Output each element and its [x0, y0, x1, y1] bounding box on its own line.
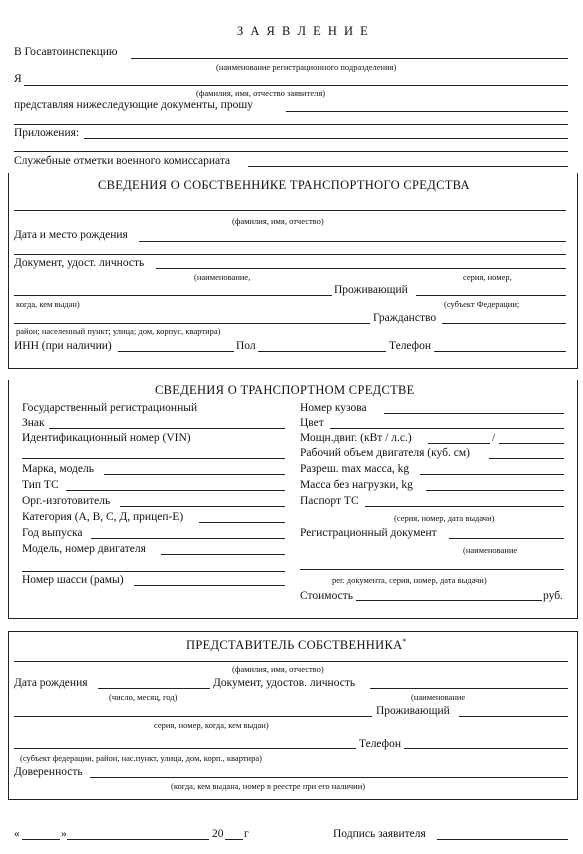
- owner-address-hint: район; населенный пункт; улица; дом, корпус, квартира): [16, 326, 221, 336]
- vehicle-reg-sign-label: Государственный регистрационный: [22, 402, 198, 414]
- owner-fio-hint: (фамилия, имя, отчество): [232, 216, 324, 226]
- owner-fio-field[interactable]: [14, 210, 566, 211]
- request-field-2[interactable]: [14, 124, 568, 125]
- date-quote-open: «: [14, 828, 20, 840]
- vehicle-type-label: Тип ТС: [22, 479, 59, 491]
- owner-residing-label: Проживающий: [334, 284, 408, 296]
- representative-phone-field[interactable]: [404, 748, 568, 749]
- vehicle-displacement-field[interactable]: [489, 458, 564, 459]
- vehicle-vin-field[interactable]: [22, 458, 285, 459]
- owner-title: СВЕДЕНИЯ О СОБСТВЕННИКЕ ТРАНСПОРТНОГО СРЕДСТВА: [98, 178, 470, 192]
- date-year-suffix: г: [244, 828, 249, 840]
- representative-title-mark: *: [402, 637, 407, 646]
- signature-label: Подпись заявителя: [333, 828, 426, 840]
- date-quote-close: »: [61, 828, 67, 840]
- representative-address-hint: (субъект федерации, район, нас.пункт, улица, дом, корп., квартира): [20, 753, 262, 763]
- attachments-field-1[interactable]: [84, 138, 568, 139]
- vehicle-power-label: Мощн.двиг. (кВт / л.с.): [300, 432, 412, 444]
- representative-phone-label: Телефон: [359, 738, 402, 750]
- attachments-label: Приложения:: [14, 127, 80, 139]
- owner-doc-field[interactable]: [156, 268, 566, 269]
- vehicle-make-label: Марка, модель: [22, 463, 94, 475]
- owner-doc-hint-name: (наименование,: [194, 272, 251, 282]
- vehicle-passport-field[interactable]: [365, 506, 564, 507]
- to-hint: (наименование регистрационного подразделения): [216, 62, 397, 72]
- representative-birth-label: Дата рождения: [14, 677, 88, 689]
- representative-power-label: Доверенность: [14, 766, 83, 778]
- vehicle-chassis-field[interactable]: [134, 585, 285, 586]
- representative-doc-field[interactable]: [370, 688, 568, 689]
- representative-residing-label: Проживающий: [376, 705, 450, 717]
- vehicle-max-mass-field[interactable]: [420, 474, 564, 475]
- representative-fio-field[interactable]: [14, 661, 568, 662]
- owner-birth-field[interactable]: [139, 241, 566, 242]
- vehicle-cost-field[interactable]: [356, 600, 542, 601]
- date-month-field[interactable]: [67, 839, 209, 840]
- vehicle-category-label: Категория (А, В, С, Д, прицеп-Е): [22, 511, 184, 523]
- vehicle-empty-mass-label: Масса без нагрузки, kg: [300, 479, 413, 491]
- owner-sex-label: Пол: [236, 340, 256, 352]
- vehicle-engine-field[interactable]: [161, 554, 285, 555]
- vehicle-body-field[interactable]: [384, 413, 564, 414]
- owner-doc-field-2[interactable]: [14, 295, 332, 296]
- owner-doc-label: Документ, удост. личность: [14, 257, 145, 269]
- vehicle-power-kw-field[interactable]: [428, 443, 490, 444]
- representative-title: ПРЕДСТАВИТЕЛЬ СОБСТВЕННИКА*: [186, 637, 407, 653]
- attachments-field-2[interactable]: [14, 151, 568, 152]
- representative-doc-hint: (наименование: [411, 692, 466, 702]
- owner-citizenship-label: Гражданство: [373, 312, 437, 324]
- vehicle-type-field[interactable]: [66, 490, 285, 491]
- vehicle-reg-doc-field[interactable]: [449, 538, 564, 539]
- owner-birth-field-2[interactable]: [14, 254, 566, 255]
- representative-residing-field[interactable]: [459, 716, 568, 717]
- request-field-1[interactable]: [286, 111, 568, 112]
- form-title: З А Я В Л Е Н И Е: [237, 24, 370, 38]
- military-label: Служебные отметки военного комиссариата: [14, 155, 231, 167]
- representative-address-field[interactable]: [14, 748, 356, 749]
- vehicle-passport-hint: (серия, номер, дата выдачи): [394, 513, 495, 523]
- representative-series-hint: серия, номер, когда, кем выдан): [154, 720, 269, 730]
- vehicle-reg-doc-field-2[interactable]: [300, 569, 564, 570]
- owner-birth-label: Дата и место рождения: [14, 229, 128, 241]
- owner-sex-field[interactable]: [258, 351, 386, 352]
- representative-doc-label: Документ, удостов. личность: [213, 677, 356, 689]
- vehicle-chassis-label: Номер шасси (рамы): [22, 574, 124, 586]
- date-day-field[interactable]: [22, 839, 60, 840]
- representative-birth-hint: (число, месяц, год): [109, 692, 178, 702]
- vehicle-reg-doc-hint-1: (наименование: [463, 545, 518, 555]
- to-field[interactable]: [131, 58, 568, 59]
- owner-phone-field[interactable]: [434, 351, 566, 352]
- representative-power-field[interactable]: [90, 777, 568, 778]
- representative-power-hint: (когда, кем выдана, номер в реестре при его наличии): [171, 781, 366, 791]
- vehicle-reg-sign-label-2: Знак: [22, 417, 45, 429]
- vehicle-color-field[interactable]: [330, 428, 564, 429]
- vehicle-manufacturer-field[interactable]: [120, 506, 285, 507]
- vehicle-reg-doc-hint-2: рег. документа, серия, номер, дата выдачи): [332, 575, 487, 585]
- date-year-prefix: 20: [212, 828, 224, 840]
- vehicle-reg-doc-label: Регистрационный документ: [300, 527, 437, 539]
- applicant-name-field[interactable]: [24, 85, 568, 86]
- vehicle-body-label: Номер кузова: [300, 402, 367, 414]
- vehicle-manufacturer-label: Орг.-изготовитель: [22, 495, 111, 507]
- vehicle-engine-field-2[interactable]: [22, 571, 285, 572]
- vehicle-title: СВЕДЕНИЯ О ТРАНСПОРТНОМ СРЕДСТВЕ: [155, 383, 415, 397]
- vehicle-cost-unit: руб.: [543, 590, 563, 602]
- representative-doc-field-2[interactable]: [14, 716, 372, 717]
- owner-residing-field[interactable]: [416, 295, 566, 296]
- representative-fio-hint: (фамилия, имя, отчество): [232, 664, 324, 674]
- vehicle-year-field[interactable]: [91, 538, 285, 539]
- vehicle-color-label: Цвет: [300, 417, 324, 429]
- owner-inn-field[interactable]: [118, 351, 234, 352]
- owner-doc-hint-series: серия, номер,: [463, 272, 512, 282]
- submit-label: представляя нижеследующие документы, прошу: [14, 99, 253, 111]
- vehicle-year-label: Год выпуска: [22, 527, 83, 539]
- vehicle-make-field[interactable]: [104, 474, 285, 475]
- vehicle-power-sep: /: [492, 432, 496, 444]
- owner-address-field[interactable]: [14, 323, 370, 324]
- i-hint: (фамилия, имя, отчество заявителя): [196, 88, 326, 98]
- owner-inn-label: ИНН (при наличии): [14, 340, 112, 352]
- owner-citizenship-field[interactable]: [442, 323, 566, 324]
- vehicle-reg-sign-field[interactable]: [49, 428, 285, 429]
- vehicle-empty-mass-field[interactable]: [426, 490, 564, 491]
- i-label: Я: [14, 73, 22, 85]
- vehicle-passport-label: Паспорт ТС: [300, 495, 359, 507]
- owner-subject-hint: (субъект Федерации;: [444, 299, 520, 309]
- owner-phone-label: Телефон: [389, 340, 432, 352]
- to-label: В Госавтоинспекцию: [14, 46, 118, 58]
- vehicle-engine-label: Модель, номер двигателя: [22, 543, 146, 555]
- military-field[interactable]: [248, 166, 568, 167]
- date-year-field[interactable]: [225, 839, 243, 840]
- vehicle-category-field[interactable]: [199, 522, 285, 523]
- signature-field[interactable]: [437, 839, 568, 840]
- vehicle-cost-label: Стоимость: [300, 590, 353, 602]
- owner-issued-hint: когда, кем выдан): [16, 299, 80, 309]
- vehicle-max-mass-label: Разреш. max масса, kg: [300, 463, 410, 475]
- representative-birth-field[interactable]: [98, 688, 210, 689]
- vehicle-vin-label: Идентификационный номер (VIN): [22, 432, 191, 444]
- vehicle-power-hp-field[interactable]: [499, 443, 564, 444]
- vehicle-displacement-label: Рабочий объем двигателя (куб. см): [300, 447, 470, 459]
